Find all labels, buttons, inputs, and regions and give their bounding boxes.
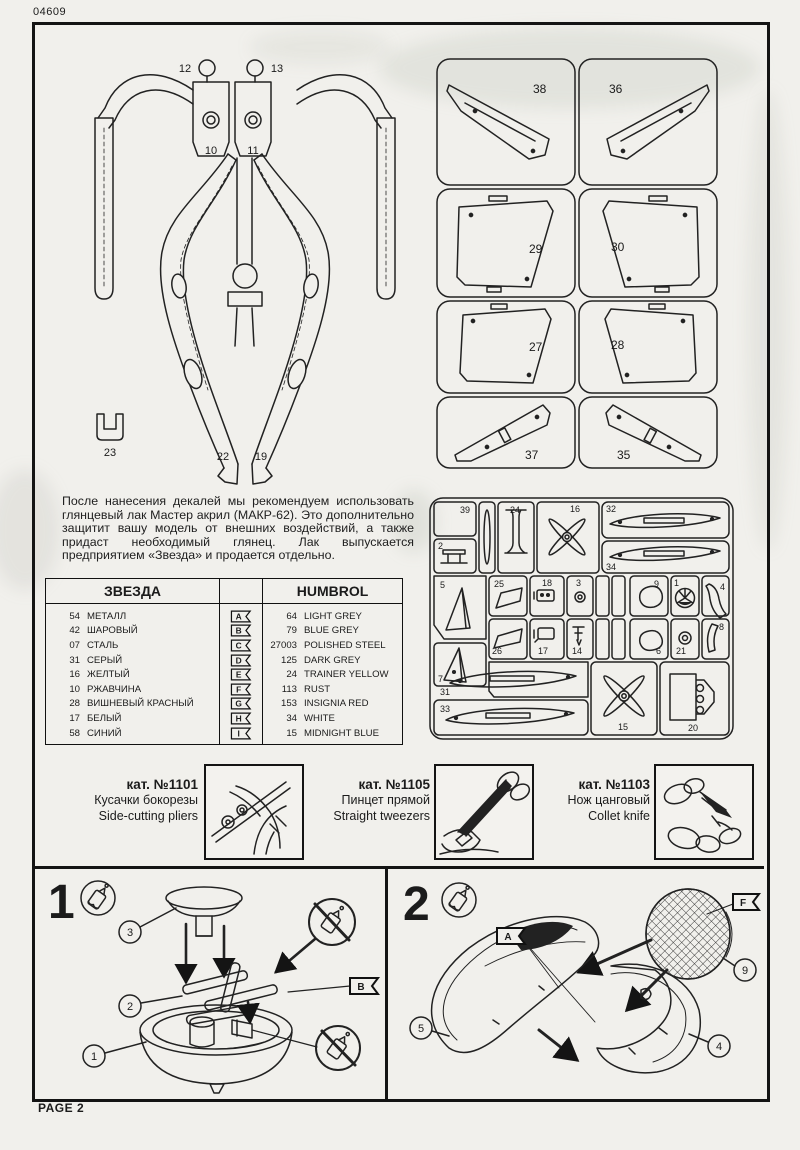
table-row: 10 РЖАВЧИНА xyxy=(69,683,142,695)
part-label: 39 xyxy=(460,505,471,515)
part-label: 18 xyxy=(542,578,553,588)
part-label: 1 xyxy=(674,578,680,588)
tool-pliers-picture xyxy=(204,764,304,860)
part-label: 7 xyxy=(438,674,444,684)
part-label: 6 xyxy=(656,646,662,656)
zvezda-column xyxy=(46,604,219,744)
paint-flag xyxy=(230,653,252,668)
part-label: 10 xyxy=(204,145,218,157)
part-label: 37 xyxy=(525,448,539,462)
table-row: 28 ВИШНЕВЫЙ КРАСНЫЙ xyxy=(69,698,194,710)
part-label: 33 xyxy=(440,704,451,714)
part-label: 31 xyxy=(440,687,451,697)
svg-text:D: D xyxy=(235,655,242,666)
part-label: 24 xyxy=(510,505,521,515)
table-row: 24 TRAINER YELLOW xyxy=(286,669,389,681)
svg-text:A: A xyxy=(235,611,242,622)
humbrol-header: HUMBROL xyxy=(296,583,369,599)
part-label: 15 xyxy=(618,722,629,732)
frame-sprue-drawing xyxy=(85,46,405,491)
table-row: 17 БЕЛЫЙ xyxy=(69,712,122,724)
flag-column xyxy=(219,604,263,744)
callout-label: 3 xyxy=(126,927,134,939)
part-label: 5 xyxy=(440,580,446,590)
page-number: PAGE 2 xyxy=(38,1101,85,1115)
paint-flag xyxy=(230,624,252,639)
step-number: 2 xyxy=(403,878,430,931)
paint-flag xyxy=(230,711,252,726)
sprue-right-half xyxy=(252,75,395,484)
table-row: 34 WHITE xyxy=(286,712,335,724)
tool-pliers-label: кат. №1101 Кусачки бокорезы Side-cutting pliers xyxy=(94,777,198,823)
no-glue-icon xyxy=(276,899,355,972)
part-label: 26 xyxy=(492,646,503,656)
callout-label: 4 xyxy=(715,1041,723,1053)
part-label: 29 xyxy=(529,242,543,256)
svg-text:E: E xyxy=(235,669,242,680)
step-divider xyxy=(385,869,388,1099)
table-row: 31 СЕРЫЙ xyxy=(69,654,123,666)
flag-column-header xyxy=(219,579,263,603)
svg-text:C: C xyxy=(235,640,242,651)
tweezers-icon xyxy=(436,766,532,858)
paint-flag xyxy=(230,638,252,653)
part-label: 30 xyxy=(611,240,625,254)
table-row: 27003 POLISHED STEEL xyxy=(270,639,386,651)
part-label: 14 xyxy=(572,646,583,656)
part-label: 22 xyxy=(216,451,230,463)
paint-flag xyxy=(230,682,252,697)
part-label: 16 xyxy=(570,504,581,514)
svg-text:B: B xyxy=(235,625,242,636)
glue-icon xyxy=(81,881,115,915)
paint-flag xyxy=(350,978,378,994)
table-row: 64 LIGHT GREY xyxy=(286,610,362,622)
callout-label: 2 xyxy=(126,1001,134,1013)
tool-knife-label: кат. №1103 Нож цанговый Collet knife xyxy=(567,777,650,823)
paint-flag xyxy=(230,726,252,741)
kit-number: 04609 xyxy=(33,6,67,18)
part-label: 3 xyxy=(576,578,582,588)
svg-text:G: G xyxy=(235,698,242,709)
table-row: 153 INSIGNIA RED xyxy=(280,698,369,710)
table-row: 79 BLUE GREY xyxy=(286,625,359,637)
table-row: 125 DARK GREY xyxy=(280,654,361,666)
part-label: 28 xyxy=(611,338,625,352)
tool-tweezers-picture xyxy=(434,764,534,860)
svg-text:F: F xyxy=(236,684,242,695)
varnish-note-paragraph: После нанесения декалей мы рекомендуем использовать глянцевый лак Мастер акрил (МАКР-62). Это дополнительно защитит вашу модель от внешних воздействий, а также придаст необходимый глянец. Лак выпускается предприятием «Звезда» и продается отдельно. xyxy=(62,494,414,562)
small-parts-sprue-drawing xyxy=(428,496,735,741)
part-label: 35 xyxy=(617,448,631,462)
svg-text:I: I xyxy=(237,728,240,739)
svg-text:F: F xyxy=(739,898,747,909)
collet-knife-icon xyxy=(656,766,752,858)
paint-table-header xyxy=(46,579,402,604)
table-row: 54 МЕТАЛЛ xyxy=(69,610,127,622)
part-label: 12 xyxy=(178,63,192,75)
zvezda-header: ЗВЕЗДА xyxy=(103,583,162,599)
table-row: 07 СТАЛЬ xyxy=(69,639,119,651)
step-2-diagram xyxy=(389,870,764,1094)
paint-reference-table xyxy=(45,578,403,745)
part-label: 21 xyxy=(676,646,687,656)
callout-label: 1 xyxy=(90,1051,98,1063)
panel-sprue-drawing xyxy=(433,55,723,472)
part-label: 17 xyxy=(538,646,549,656)
part-label: 32 xyxy=(606,504,617,514)
part-label: 27 xyxy=(529,340,543,354)
part-label: 8 xyxy=(719,622,725,632)
table-row: 15 MIDNIGHT BLUE xyxy=(286,727,379,739)
part-label: 13 xyxy=(270,63,284,75)
paint-flag xyxy=(230,609,252,624)
table-row: 113 RUST xyxy=(281,683,331,695)
humbrol-column xyxy=(263,604,402,744)
part-label: 11 xyxy=(247,145,259,157)
svg-text:B: B xyxy=(357,982,365,993)
part-label: 2 xyxy=(438,541,444,551)
part-label: 36 xyxy=(609,82,623,96)
tool-knife-picture xyxy=(654,764,754,860)
part-label: 19 xyxy=(254,451,268,463)
table-row: 16 ЖЕЛТЫЙ xyxy=(69,669,130,681)
part-label: 25 xyxy=(494,579,505,589)
glue-icon xyxy=(442,883,476,917)
part-label: 20 xyxy=(688,723,699,733)
tool-tweezers-label: кат. №1105 Пинцет прямой Straight tweezers xyxy=(333,777,430,823)
paint-flag xyxy=(230,697,252,712)
paint-flag xyxy=(230,667,252,682)
svg-text:A: A xyxy=(504,932,512,943)
part-label: 23 xyxy=(103,447,117,459)
callout-label: 5 xyxy=(417,1023,425,1035)
callout-label: 9 xyxy=(741,965,749,977)
part-label: 9 xyxy=(654,579,660,589)
step-number: 1 xyxy=(48,876,75,929)
table-row: 42 ШАРОВЫЙ xyxy=(69,625,138,637)
part-label: 38 xyxy=(533,82,547,96)
table-row: 58 СИНИЙ xyxy=(69,727,122,739)
step-1-diagram xyxy=(36,870,382,1094)
paint-flag xyxy=(733,894,759,910)
part-label: 34 xyxy=(606,562,617,572)
pliers-icon xyxy=(206,766,302,858)
part-label: 4 xyxy=(720,582,726,592)
svg-text:H: H xyxy=(235,713,242,724)
